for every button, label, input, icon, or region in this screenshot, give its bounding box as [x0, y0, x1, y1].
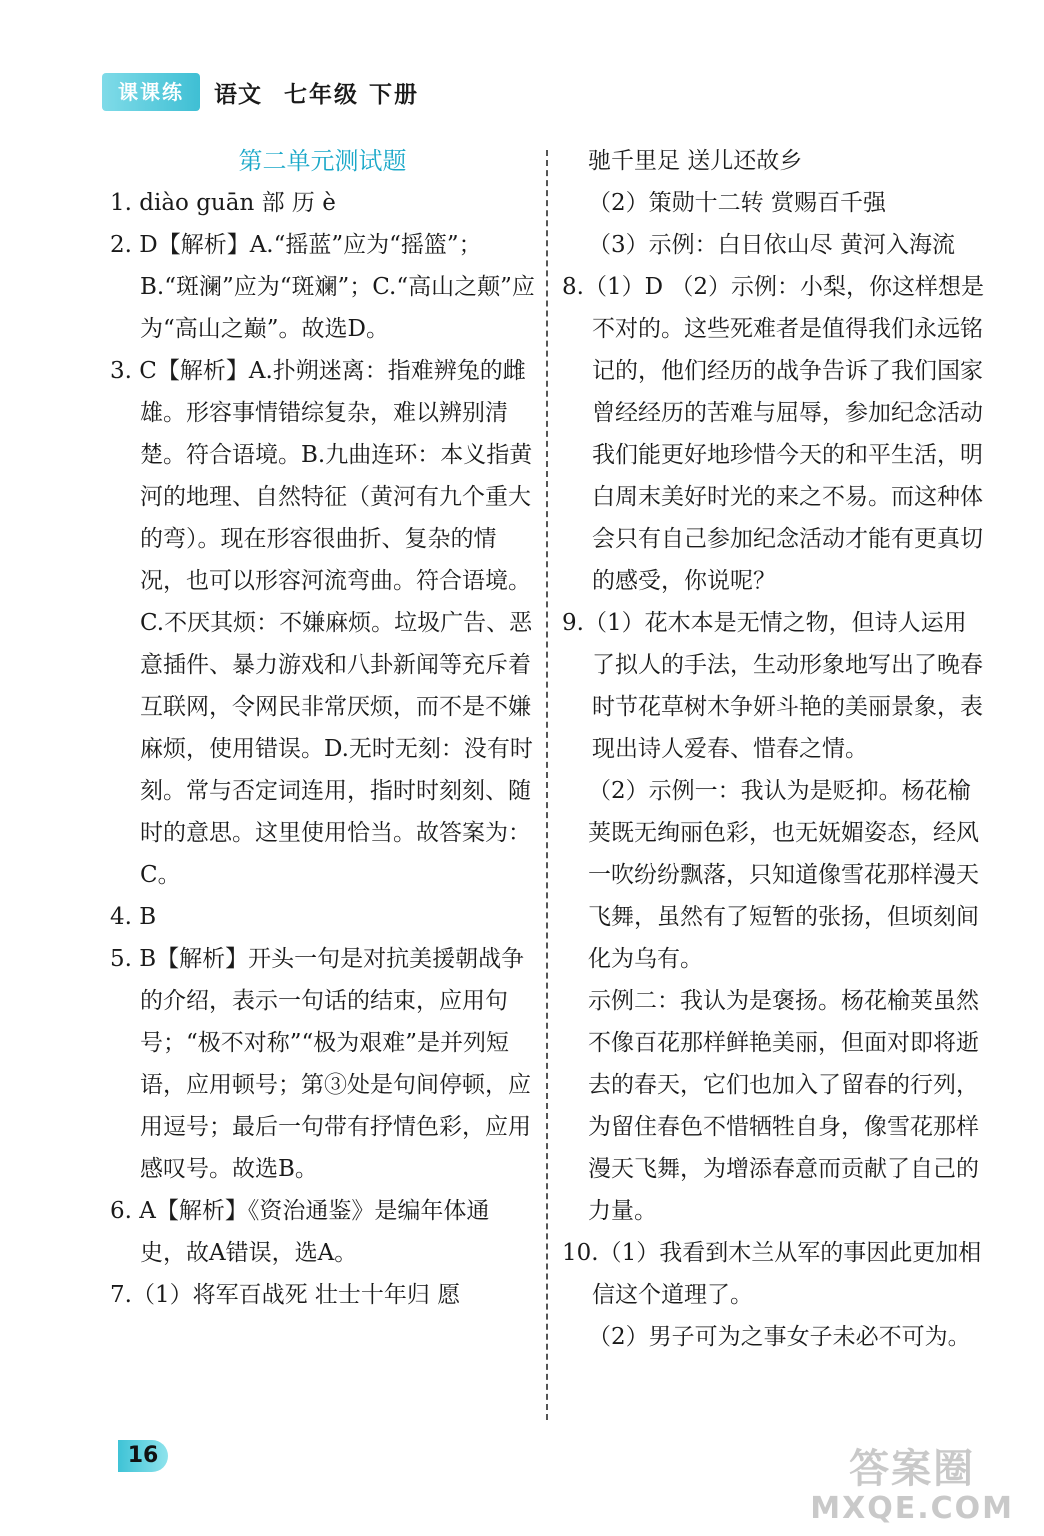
answer-item: 4. B	[110, 904, 157, 930]
answer-item: 6. A【解析】《资治通鉴》是编年体通史，故A错误，选A。	[110, 1198, 490, 1266]
subject-label: 语文	[214, 80, 262, 108]
answer-item: 1. diào guān 部 历 è	[110, 190, 336, 216]
watermark-logo	[810, 1446, 1014, 1526]
answer-item: （2）策勋十二转 赏赐百千强	[588, 190, 886, 216]
column-divider	[546, 150, 548, 1420]
answer-item: 8.（1）D （2）示例：小梨，你这样想是不对的。这些死难者是值得我们永远铭记的，他们经历的战争告诉了我们国家曾经经历的苦难与屈辱，参加纪念活动我们能更好地珍惜今天的和平生活，明白周末美好时光的来之不易。而这种体会只有自己参加纪念活动才能有更真切的感受，你说呢？	[562, 274, 984, 594]
answer-item: 驰千里足 送儿还故乡	[588, 148, 803, 174]
answer-item: （2）男子可为之事女子未必不可为。	[588, 1324, 971, 1350]
right-column	[562, 140, 984, 1358]
page-header	[102, 72, 419, 112]
answer-item: 7.（1）将军百战死 壮士十年归 愿	[110, 1282, 461, 1308]
right-answer-list	[562, 140, 984, 1358]
watermark-main: 答案圈	[849, 1446, 976, 1492]
answer-item: 10.（1）我看到木兰从军的事因此更加相信这个道理了。	[562, 1240, 982, 1308]
left-column	[110, 140, 535, 1316]
answer-item: 2. D【解析】A.“摇蓝”应为“摇篮”；B.“斑澜”应为“斑斓”；C.“高山之颠”应为“高山之巅”。故选D。	[110, 232, 535, 342]
section-title: 第二单元测试题	[238, 147, 407, 175]
answer-item: 示例二：我认为是褒扬。杨花榆荚虽然不像百花那样鲜艳美丽，但面对即将逝去的春天，它们也加入了留春的行列，为留住春色不惜牺牲自身，像雪花那样漫天飞舞，为增添春意而贡献了自己的力量。	[588, 988, 979, 1224]
answer-item: 5. B【解析】开头一句是对抗美援朝战争的介绍，表示一句话的结束，应用句号；“极不对称”“极为艰难”是并列短语，应用顿号；第③处是句间停顿，应用逗号；最后一句带有抒情色彩，应用感叹号。故选B。	[110, 946, 531, 1182]
watermark-sub: MXQE.COM	[810, 1491, 1014, 1526]
series-badge: 课课练	[102, 73, 200, 111]
answer-item: （2）示例一：我认为是贬抑。杨花榆荚既无绚丽色彩，也无妩媚姿态，经风一吹纷纷飘落，只知道像雪花那样漫天飞舞，虽然有了短暂的张扬，但顷刻间化为乌有。	[588, 778, 979, 972]
answer-item: （3）示例：白日依山尽 黄河入海流	[588, 232, 955, 258]
left-answer-list	[110, 182, 535, 1316]
grade-label: 七年级 下册	[284, 80, 420, 108]
answer-item: 9.（1）花木本是无情之物，但诗人运用了拟人的手法，生动形象地写出了晚春时节花草树木争妍斗艳的美丽景象，表现出诗人爱春、惜春之情。	[562, 610, 983, 762]
page-number: 16	[118, 1440, 168, 1472]
answer-item: 3. C【解析】A.扑朔迷离：指难辨兔的雌雄。形容事情错综复杂，难以辨别清楚。符合语境。B.九曲连环：本义指黄河的地理、自然特征（黄河有九个重大的弯）。现在形容很曲折、复杂的情况，也可以形容河流弯曲。符合语境。C.不厌其烦：不嫌麻烦。垃圾广告、恶意插件、暴力游戏和八卦新闻等充斥着互联网，令网民非常厌烦，而不是不嫌麻烦，使用错误。D.无时无刻：没有时刻。常与否定词连用，指时时刻刻、随时的意思。这里使用恰当。故答案为：C。	[110, 358, 533, 888]
